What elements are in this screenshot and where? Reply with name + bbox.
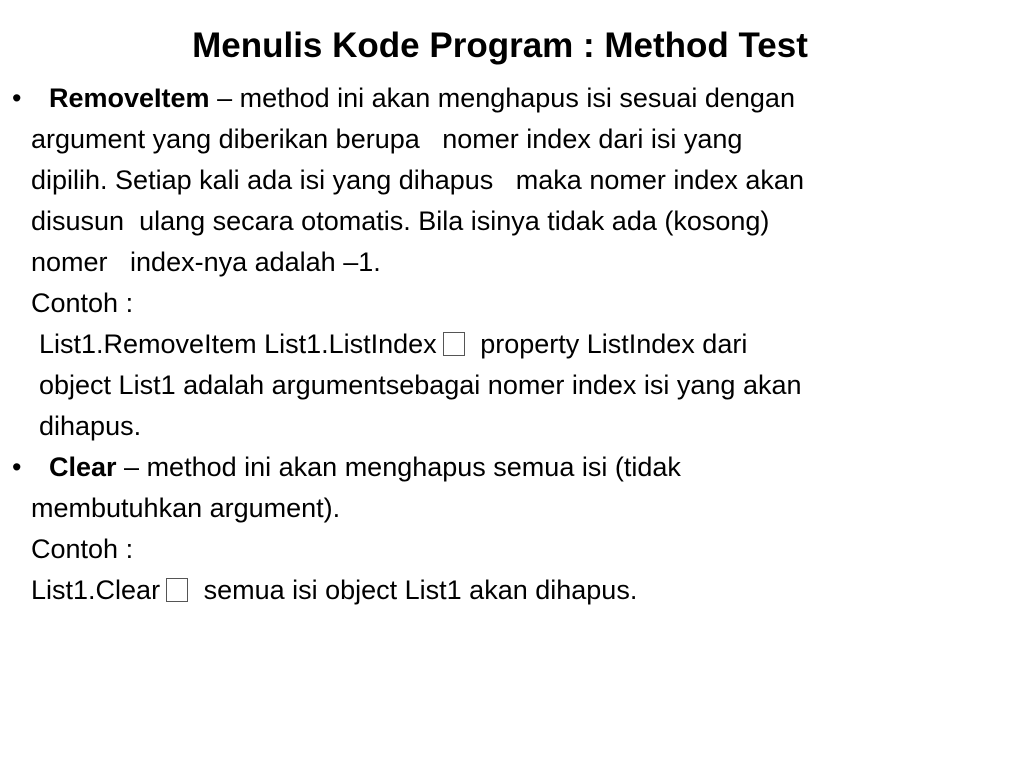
method-term: RemoveItem [49, 83, 210, 113]
example-code: List1.Clear [31, 575, 161, 605]
example-line: object List1 adalah argumentsebagai nomer index isi yang akan [39, 370, 802, 400]
example-code: List1.RemoveItem List1.ListIndex [39, 329, 437, 359]
example-text: property ListIndex dari [472, 329, 748, 359]
example-line [31, 570, 1020, 611]
description-text: – method ini akan menghapus isi sesuai dengan [209, 83, 795, 113]
example-line: dihapus. [39, 411, 142, 441]
arrow-right-icon [443, 332, 465, 356]
example-label: Contoh : [31, 534, 134, 564]
text-line [31, 447, 1020, 488]
example-block [31, 324, 1020, 447]
bullet-dot-icon: • [12, 452, 22, 482]
description-text: – method ini akan menghapus semua isi (tidak [116, 452, 681, 482]
arrow-right-icon [166, 578, 188, 602]
text-line: dipilih. Setiap kali ada isi yang dihapus maka nomer index akan [31, 165, 804, 195]
bullet-dot-icon: • [12, 83, 22, 113]
bullet-removeitem [0, 78, 1020, 447]
example-label: Contoh : [31, 288, 134, 318]
example-text: semua isi object List1 akan dihapus. [196, 575, 638, 605]
bullet-clear [0, 447, 1020, 611]
text-line: argument yang diberikan berupa nomer index dari isi yang [31, 124, 743, 154]
example-line [39, 324, 1020, 365]
text-line [31, 78, 1020, 119]
slide-title: Menulis Kode Program : Method Test [192, 26, 808, 65]
text-line: nomer index-nya adalah –1. [31, 247, 381, 277]
text-line: disusun ulang secara otomatis. Bila isinya tidak ada (kosong) [31, 206, 770, 236]
text-line: membutuhkan argument). [31, 493, 341, 523]
slide-content [0, 78, 1020, 611]
method-term: Clear [49, 452, 117, 482]
